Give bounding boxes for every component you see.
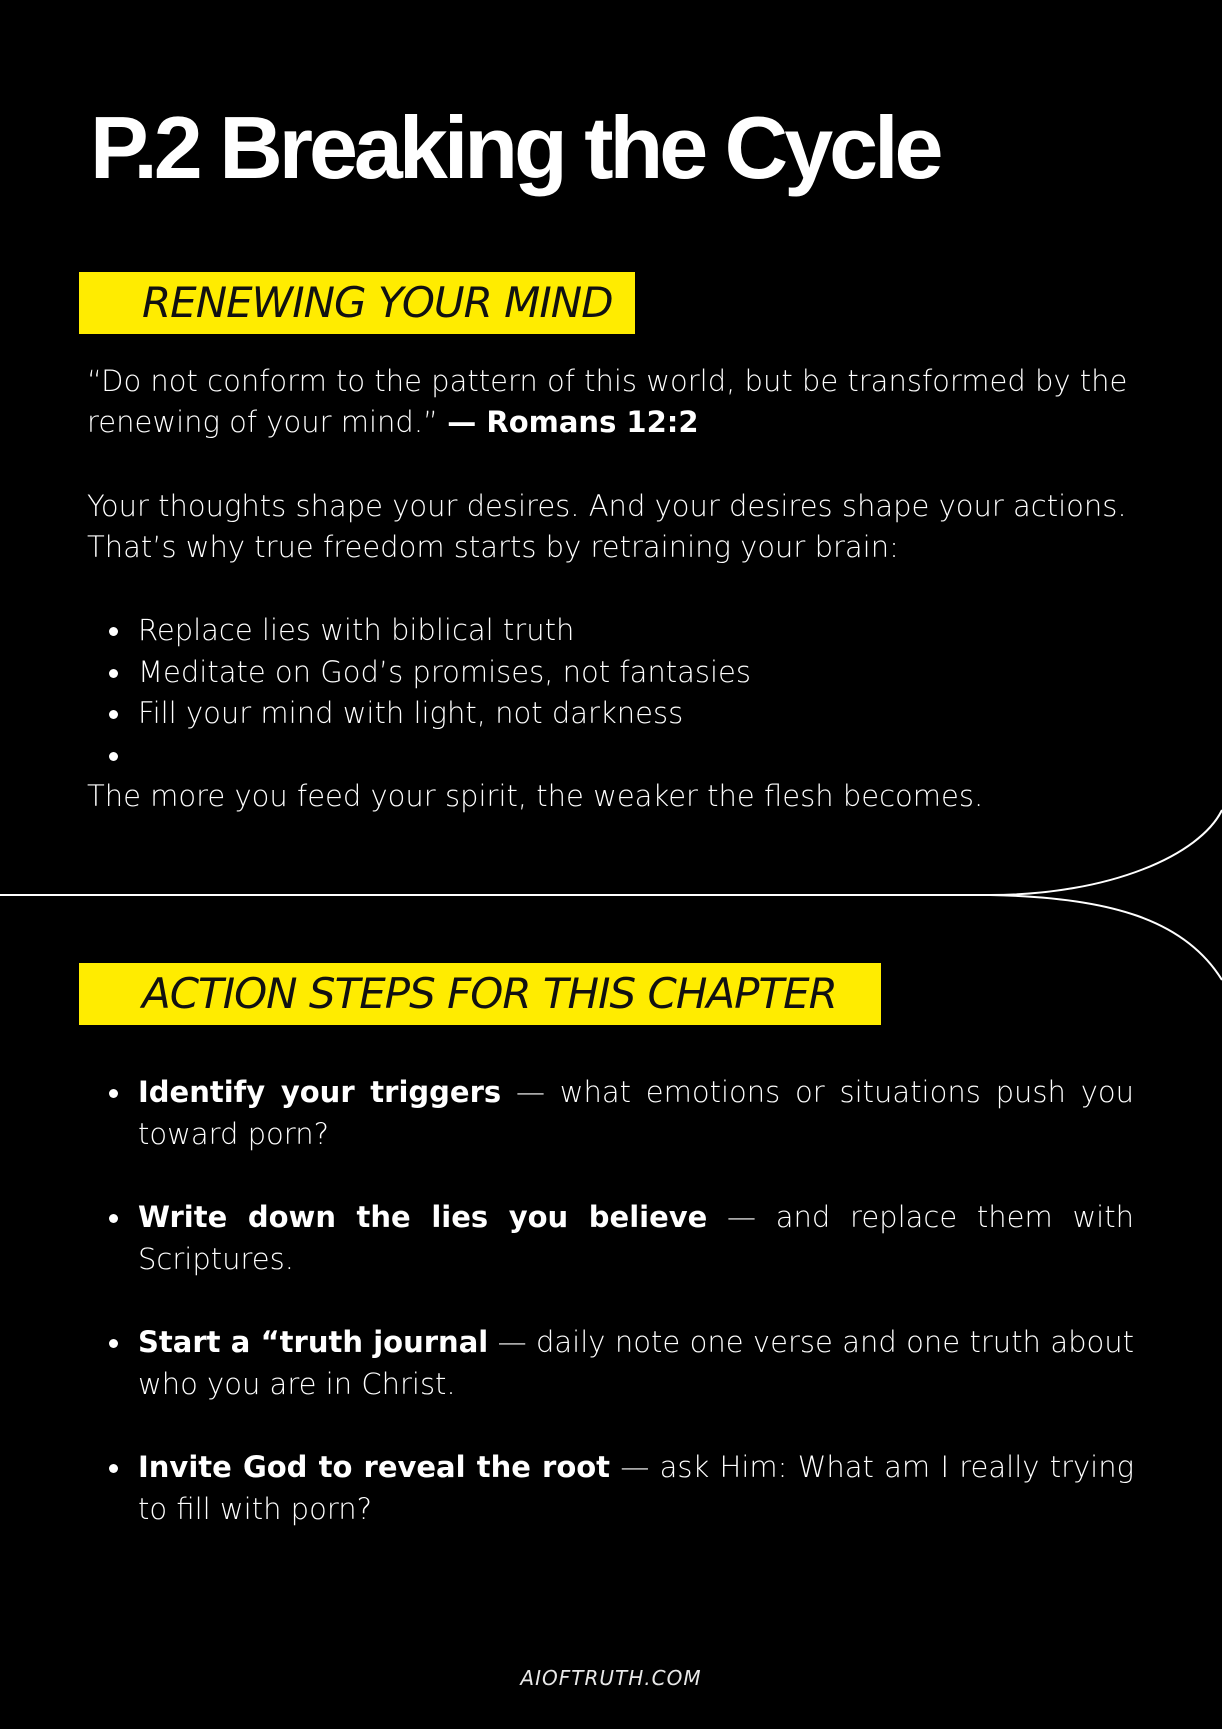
- step-title: Invite God to reveal the root: [138, 1450, 611, 1484]
- step-text: — daily note one verse and one truth about who you are in Christ.: [138, 1325, 1135, 1401]
- closing-paragraph: The more you feed your spirit, the weaker the flesh becomes.: [87, 779, 984, 813]
- list-item: [92, 735, 751, 777]
- step-text: — ask Him: What am I really trying to fill with porn?: [138, 1450, 1134, 1526]
- list-item: [92, 1072, 1134, 1155]
- scripture-quote: [87, 361, 1137, 443]
- list-item: [92, 1322, 1134, 1405]
- quote-reference: — Romans 12:2: [447, 405, 699, 439]
- divider-curve: [990, 895, 1222, 980]
- step-text: — what emotions or situations push you toward porn?: [138, 1075, 1134, 1151]
- list-item: Meditate on God’s promises, not fantasies: [92, 652, 751, 694]
- truth-bullet-list: [92, 610, 751, 776]
- footer-website: AIOFTRUTH.COM: [520, 1666, 702, 1690]
- step-title: Start a “truth journal: [138, 1325, 489, 1359]
- divider-line: [0, 810, 1222, 895]
- step-title: Write down the lies you believe: [138, 1200, 708, 1234]
- page-title: P.2 Breaking the Cycle: [90, 98, 940, 197]
- section-heading-action-steps: ACTION STEPS FOR THIS CHAPTER: [79, 963, 881, 1025]
- list-item: [92, 1197, 1134, 1280]
- action-steps-list: [92, 1072, 1134, 1572]
- step-title: Identify your triggers: [138, 1075, 502, 1109]
- section-heading-renewing: RENEWING YOUR MIND: [79, 272, 635, 334]
- list-item: Replace lies with biblical truth: [92, 610, 751, 652]
- list-item: Fill your mind with light, not darkness: [92, 693, 751, 735]
- quote-text: “Do not conform to the pattern of this world, but be transformed by the renewing of your mind.”: [87, 364, 1128, 439]
- list-item: [92, 1447, 1134, 1530]
- intro-paragraph: Your thoughts shape your desires. And your desires shape your actions. That’s why true freedom starts by retraining your brain:: [87, 489, 1127, 564]
- step-text: — and replace them with Scriptures.: [138, 1200, 1134, 1276]
